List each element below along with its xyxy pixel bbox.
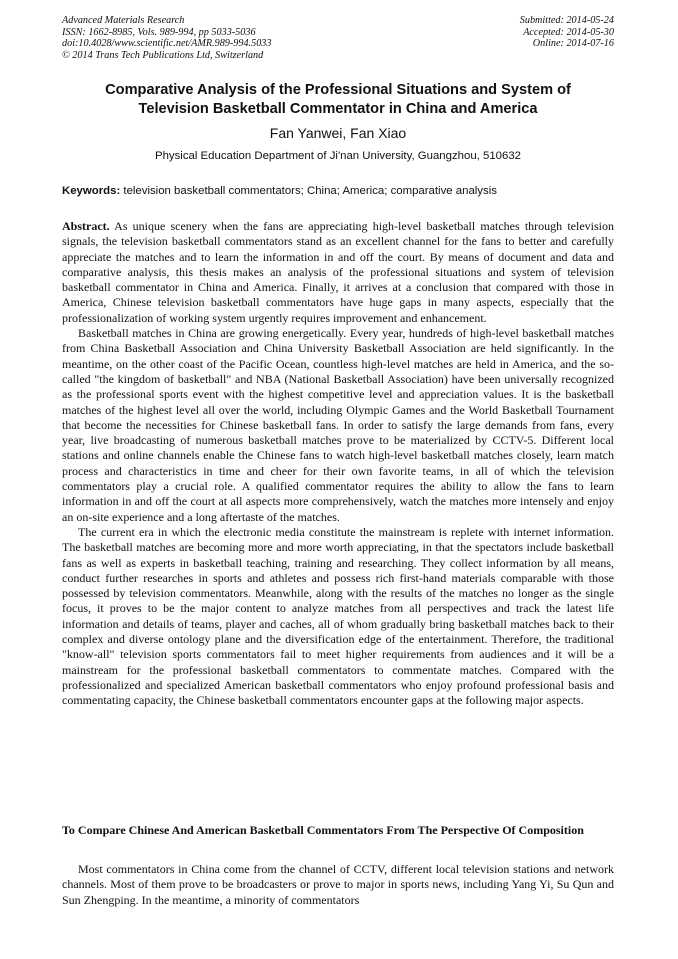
accepted-date: Accepted: 2014-05-30 <box>523 26 614 38</box>
keywords-label: Keywords: <box>62 185 121 197</box>
abstract-text: As unique scenery when the fans are appreciating high-level basketball matches through television signals, the television basketball commentators stand as an excellent channel for the fans to better and carefully appreciate the matches and to learn the information in and off the court. By means of document and data and comparative analysis, this thesis makes an analysis of the professional situations and system of television basketball commentator in China and America. Finally, it arrives at a conclusion that compared with those in America, Chinese television basketball commentators have huge gaps in many aspects, especially that the professionalization of working system urgently requires improvement and enhancement. <box>62 219 614 325</box>
section-heading: To Compare Chinese And American Basketball Commentators From The Perspective Of Composition <box>62 823 584 837</box>
title-line-2: Television Basketball Commentator in China and America <box>138 101 538 117</box>
section-body <box>62 862 614 908</box>
authors: Fan Yanwei, Fan Xiao <box>269 125 407 141</box>
title-line-1: Comparative Analysis of the Professional Situations and System of <box>105 82 571 98</box>
keywords-text: television basketball commentators; China; America; comparative analysis <box>120 185 497 197</box>
submitted-date: Submitted: 2014-05-24 <box>519 15 614 26</box>
copyright: © 2014 Trans Tech Publications Ltd, Switzerland <box>62 49 264 61</box>
paper-title <box>62 81 614 119</box>
journal-info <box>62 15 382 61</box>
abstract-label: Abstract. <box>62 219 110 233</box>
paragraph-2: The current era in which the electronic media constitute the mainstream is replete with internet information. The basketball matches are becoming more and more worth appreciating, in that the spectators include basketball fans as well as experts in basketball teaching, training and researching. They collect information by all means, conduct further researches in sports and athletes and possess rich first-hand materials comparable with those possessed by television commentators. Meanwhile, along with the results of the matches no longer as the single focus, it proves to be the major content to analyze matches from all perspectives and track the latest life information and details of teams, player and caches, all of whom gradually bring basketball matches back to their complex and diverse ontology plane and the diversification edge of the entertainment. Therefore, the traditional "know-all" television sports commentators fail to meet higher requirements from audiences and it will be a mainstream for the professional basketball commentators to commentate matches. Compared with the professionalized and specialized American basketball commentators who enjoy profound professional basis and commentating capacity, the Chinese basketball commentators encounter gaps at the following major aspects. <box>62 524 614 708</box>
doi: doi:10.4028/www.scientific.net/AMR.989-994.5033 <box>62 38 272 50</box>
affiliation: Physical Education Department of Ji'nan University, Guangzhou, 510632 <box>154 150 522 162</box>
keywords <box>62 184 614 198</box>
abstract <box>62 219 614 326</box>
publication-dates <box>394 15 614 50</box>
journal-name: Advanced Materials Research <box>62 15 185 26</box>
issn-volume: ISSN: 1662-8985, Vols. 989-994, pp 5033-5036 <box>62 26 256 38</box>
main-body <box>62 219 614 709</box>
online-date: Online: 2014-07-16 <box>532 38 614 50</box>
section-paragraph: Most commentators in China come from the channel of CCTV, different local television stations and network channels. Most of them prove to be broadcasters or prove to major in sports news, including Yang Yi, Su Qun and Sun Zhengping. In the meantime, a minority of commentators <box>62 862 614 907</box>
paragraph-1: Basketball matches in China are growing energetically. Every year, hundreds of high-level basketball matches from China Basketball Association and China University Basketball Association are held significantly. In the meantime, on the other coast of the Pacific Ocean, countless high-level matches are held in America, and the so-called "the kingdom of basketball" and NBA (National Basketball Association) have been universally recognized as the professional sports event with the highest competitive level and appreciation values. It is the basketball matches of the highest level all over the world, including Olympic Games and the World Basketball Tournament that become the necessities for Chinese basketball fans. In order to satisfy the large demands from fans, every year, live broadcasting of numerous basketball matches prove to be materialized by CCTV-5. Different local stations and online channels enable the Chinese fans to watch high-level basketball matches closely, learn match process and characteristics in time and cheer for their own favorite teams, in all of which the television commentators play a crucial role. A qualified commentator requires the ability to allow the fans to learn information in and off the court at all aspects more comprehensively, watch the matches more intensely and enjoy an on-site experience and a long aftertaste of the matches. <box>62 326 614 524</box>
